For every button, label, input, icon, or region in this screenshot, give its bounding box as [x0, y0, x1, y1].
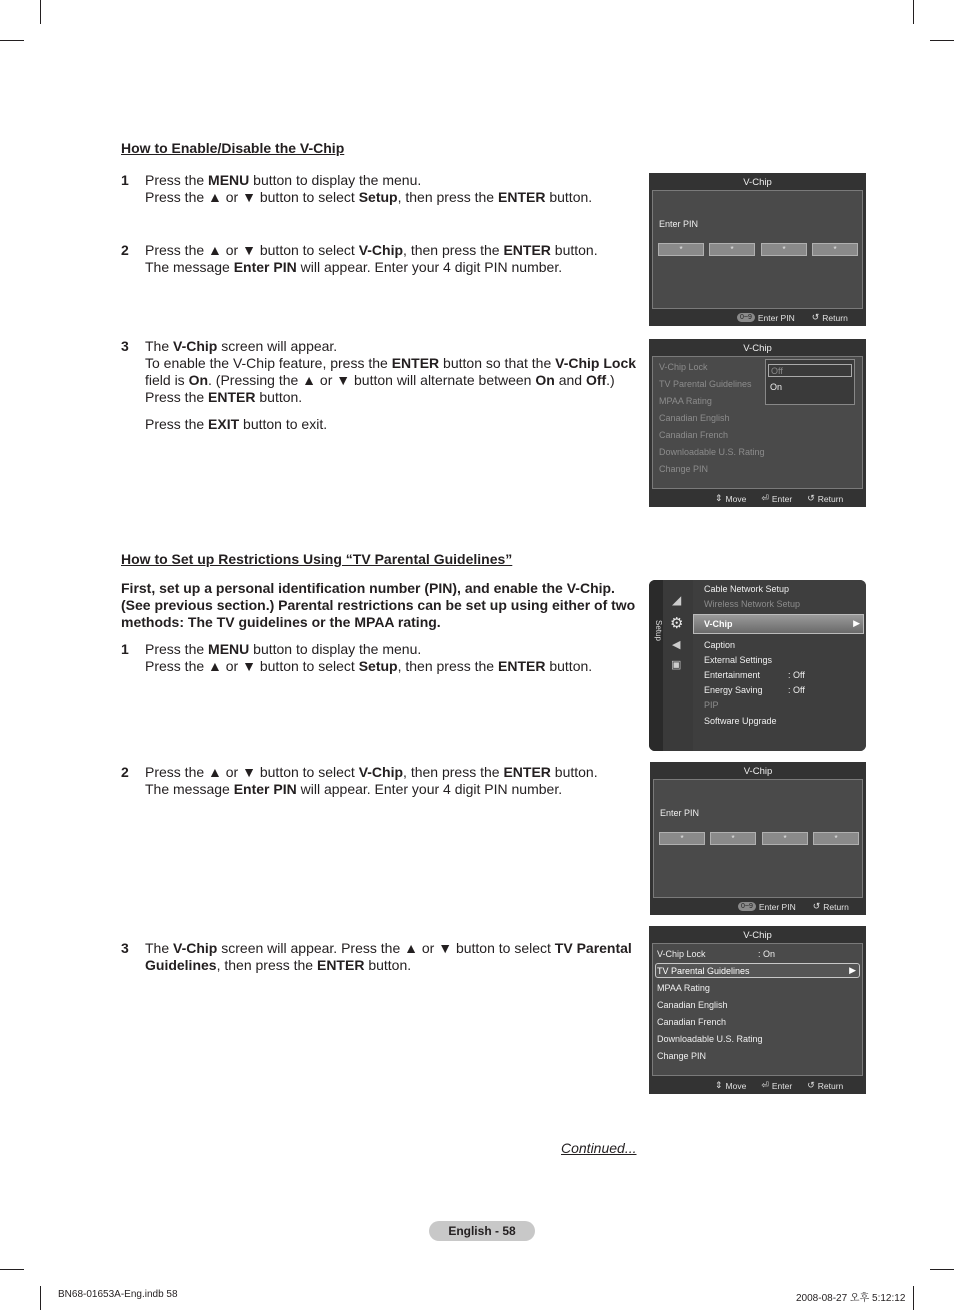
osd-vchip-lock-screen	[649, 339, 866, 507]
return-icon: ↺	[811, 312, 820, 322]
pin-digit-field[interactable]: *	[709, 243, 755, 256]
crop-mark	[930, 40, 954, 41]
setup-item-cable-network[interactable]: Cable Network Setup	[704, 584, 790, 594]
step-line	[145, 172, 635, 189]
bold-term: Guidelines	[145, 957, 217, 973]
section-heading-enable-vchip: How to Enable/Disable the V-Chip	[121, 140, 345, 156]
step-text	[145, 172, 635, 206]
bold-term: MENU	[208, 641, 250, 657]
footer-file-info: BN68-01653A-Eng.indb 58	[58, 1289, 178, 1300]
step-text	[145, 338, 635, 406]
text-run: . (Pressing the ▲ or ▼ button will alternate between	[208, 372, 536, 388]
bold-term: ENTER	[391, 355, 440, 371]
crop-mark	[40, 0, 41, 24]
footer-enter: Enter	[771, 493, 793, 504]
step-line	[145, 372, 635, 389]
text-run: screen will appear.	[217, 338, 338, 354]
bold-term: ENTER	[208, 389, 256, 405]
bold-term: Off	[585, 372, 607, 388]
menu-item-downloadable-us-rating[interactable]: Downloadable U.S. Rating	[657, 1034, 763, 1044]
option-on[interactable]: On	[770, 382, 783, 392]
menu-item-canadian-english[interactable]: Canadian English	[657, 1000, 728, 1010]
osd-panel	[653, 779, 863, 898]
footer-timestamp: 2008-08-27 오후 5:12:12	[796, 1293, 906, 1304]
text-run: button.	[550, 242, 598, 258]
step-line	[145, 242, 635, 259]
text-run: button so that the	[439, 355, 556, 371]
text-run: The	[145, 940, 174, 956]
pin-digit-field[interactable]: *	[813, 832, 859, 845]
gear-icon[interactable]: ⚙	[670, 615, 684, 632]
osd-vchip-menu-screen	[649, 926, 866, 1094]
pin-digit-field[interactable]: *	[710, 832, 756, 845]
text-run: Press the ▲ or ▼ button to select	[145, 764, 359, 780]
setup-item-energy-saving-value: : Off	[788, 685, 805, 695]
page-number-badge: English - 58	[429, 1221, 535, 1241]
crop-mark	[930, 1269, 954, 1270]
menu-item-mpaa-rating[interactable]: MPAA Rating	[659, 396, 712, 406]
step-text	[145, 940, 635, 974]
osd-title: V-Chip	[743, 930, 772, 941]
text-run: Press the	[145, 416, 209, 432]
setup-item-energy-saving[interactable]: Energy Saving	[704, 685, 763, 695]
footer-return: Return	[817, 493, 844, 504]
intro-paragraph	[121, 580, 641, 631]
text-run: Press the	[145, 641, 209, 657]
intro-line: (See previous section.) Parental restrictions can be set up using either of two	[121, 597, 636, 613]
setup-item-vchip-label: V-Chip	[704, 619, 733, 629]
text-run: , then press the	[216, 957, 317, 973]
step-text-exit	[145, 416, 635, 433]
step-line	[145, 355, 635, 372]
pin-digit-field[interactable]: *	[812, 243, 858, 256]
bold-term: ENTER	[503, 764, 551, 780]
text-run: will appear. Enter your 4 digit PIN number.	[296, 781, 563, 797]
step-line	[145, 189, 635, 206]
osd-footer	[715, 493, 843, 504]
text-run: will appear. Enter your 4 digit PIN number.	[296, 259, 563, 275]
footer-move: Move	[725, 1080, 747, 1091]
osd-footer	[737, 312, 848, 323]
menu-item-tv-parental-guidelines[interactable]: TV Parental Guidelines	[659, 379, 752, 389]
step-line	[145, 338, 635, 355]
footer-return: Return	[823, 901, 849, 912]
bold-term: V-Chip	[358, 764, 404, 780]
bold-term: V-Chip	[358, 242, 404, 258]
text-run: , then press the	[397, 189, 498, 205]
vchip-lock-value: : On	[758, 949, 776, 959]
osd-footer	[738, 901, 849, 912]
osd-enter-pin-screen	[650, 762, 866, 915]
section-heading-parental-guidelines: How to Set up Restrictions Using “TV Parental Guidelines”	[121, 551, 513, 567]
step-text	[145, 641, 635, 675]
menu-item-tv-parental-guidelines[interactable]	[655, 963, 860, 978]
bold-term: Enter PIN	[233, 781, 297, 797]
osd-title: V-Chip	[743, 343, 772, 354]
crop-mark	[913, 1286, 914, 1310]
text-run: To enable the V-Chip feature, press the	[145, 355, 392, 371]
footer-enter: Enter	[771, 1080, 793, 1091]
return-icon: ↺	[807, 1080, 815, 1090]
text-run: The message	[145, 781, 234, 797]
osd-panel	[652, 190, 863, 309]
input-icon[interactable]: ▣	[671, 659, 682, 671]
bold-term: ENTER	[503, 242, 551, 258]
osd-enter-pin-screen	[649, 173, 866, 326]
osd-panel	[652, 943, 863, 1076]
enter-pin-label: Enter PIN	[660, 808, 700, 818]
step-line	[145, 259, 635, 276]
bold-term: V-Chip	[173, 940, 218, 956]
setup-item-vchip[interactable]	[693, 614, 864, 634]
pin-digit-field[interactable]: *	[659, 832, 705, 845]
menu-item-downloadable-us-rating[interactable]: Downloadable U.S. Rating	[659, 447, 765, 457]
footer-return: Return	[822, 312, 848, 323]
osd-panel	[652, 356, 863, 489]
menu-item-change-pin[interactable]: Change PIN	[657, 1051, 707, 1061]
text-run: Press the ▲ or ▼ button to select	[145, 658, 359, 674]
text-run: button to display the menu.	[249, 172, 422, 188]
text-run: Press the ▲ or ▼ button to select	[145, 189, 359, 205]
pin-digit-field[interactable]: *	[762, 832, 808, 845]
menu-item-canadian-french[interactable]: Canadian French	[659, 430, 729, 440]
osd-title: V-Chip	[743, 766, 773, 777]
setup-item-caption[interactable]: Caption	[704, 640, 736, 650]
step-number: 2	[121, 242, 129, 258]
bold-term: On	[188, 372, 209, 388]
tv-parental-guidelines-label: TV Parental Guidelines	[657, 966, 750, 976]
osd-title: V-Chip	[743, 177, 772, 188]
text-run: Press the	[145, 172, 209, 188]
option-off[interactable]: Off	[768, 364, 852, 377]
step-line	[145, 781, 635, 798]
step-number: 3	[121, 338, 129, 354]
footer-enter-pin: Enter PIN	[757, 312, 795, 323]
setup-item-list	[693, 580, 866, 751]
step-line	[145, 940, 635, 957]
crop-mark	[0, 40, 24, 41]
setup-item-wireless-network[interactable]: Wireless Network Setup	[704, 599, 801, 609]
bold-term: TV Parental	[554, 940, 632, 956]
text-run: screen will appear. Press the ▲ or ▼ button to select	[217, 940, 555, 956]
step-line	[145, 658, 635, 675]
menu-item-vchip-lock[interactable]: V-Chip Lock	[657, 949, 706, 959]
bold-term: Setup	[358, 189, 398, 205]
step-line	[145, 389, 635, 406]
intro-line: methods: The TV guidelines or the MPAA rating.	[121, 614, 441, 630]
osd-setup-menu	[649, 580, 866, 751]
satellite-icon[interactable]: ◀	[672, 639, 681, 651]
move-icon: ⇕	[715, 1080, 723, 1090]
step-text	[145, 242, 635, 276]
crop-mark	[40, 1286, 41, 1310]
text-run: button.	[255, 389, 303, 405]
step-number: 2	[121, 764, 129, 780]
bold-term: Enter PIN	[233, 259, 297, 275]
bold-term: ENTER	[498, 658, 546, 674]
picture-icon[interactable]: ◢	[672, 593, 682, 607]
pin-digit-field[interactable]: *	[761, 243, 807, 256]
step-number: 3	[121, 940, 129, 956]
bold-term: EXIT	[208, 416, 240, 432]
text-run: button.	[550, 764, 598, 780]
enter-icon: ⏎	[761, 493, 769, 503]
step-line	[145, 416, 635, 433]
crop-mark	[0, 1269, 24, 1270]
arrow-right-icon: ▶	[849, 965, 856, 975]
digits-key-badge: 0~9	[738, 902, 756, 911]
setup-item-external-settings[interactable]: External Settings	[704, 655, 773, 665]
setup-icon-column	[663, 580, 693, 751]
text-run: , then press the	[403, 764, 504, 780]
text-run: button to display the menu.	[249, 641, 422, 657]
bold-term: V-Chip	[173, 338, 218, 354]
text-run: button.	[545, 658, 593, 674]
text-run: Press the ▲ or ▼ button to select	[145, 242, 359, 258]
pin-digit-field[interactable]: *	[658, 243, 704, 256]
setup-label: Setup	[654, 620, 663, 641]
footer-move: Move	[725, 493, 747, 504]
text-run: The message	[145, 259, 234, 275]
enter-icon: ⏎	[761, 1080, 769, 1090]
arrow-right-icon: ▶	[853, 618, 860, 628]
text-run: button.	[545, 189, 593, 205]
bold-term: On	[535, 372, 555, 388]
text-run: .)	[606, 372, 615, 388]
setup-item-software-upgrade[interactable]: Software Upgrade	[704, 716, 777, 726]
text-run: , then press the	[403, 242, 504, 258]
vchip-lock-dropdown[interactable]	[765, 359, 855, 405]
digits-key-badge: 0~9	[737, 313, 755, 322]
text-run: button to exit.	[239, 416, 328, 432]
text-run: The	[145, 338, 174, 354]
footer-return: Return	[817, 1080, 844, 1091]
setup-item-pip[interactable]: PIP	[704, 700, 719, 710]
step-line	[145, 957, 635, 974]
bold-term: Setup	[358, 658, 398, 674]
continued-note: Continued...	[561, 1140, 637, 1156]
setup-item-entertainment-value: : Off	[788, 670, 805, 680]
text-run: Press the	[145, 389, 209, 405]
osd-footer	[715, 1080, 843, 1091]
footer-enter-pin: Enter PIN	[758, 901, 796, 912]
setup-item-entertainment[interactable]: Entertainment	[704, 670, 761, 680]
intro-line: First, set up a personal identification number (PIN), and enable the V-Chip.	[121, 580, 615, 596]
return-icon: ↺	[807, 493, 815, 503]
menu-item-change-pin[interactable]: Change PIN	[659, 464, 709, 474]
text-run: and	[554, 372, 586, 388]
text-run: field is	[145, 372, 189, 388]
step-number: 1	[121, 641, 129, 657]
step-number: 1	[121, 172, 129, 188]
step-line	[145, 641, 635, 658]
menu-item-mpaa-rating[interactable]: MPAA Rating	[657, 983, 710, 993]
setup-side-bar	[649, 580, 663, 751]
menu-item-canadian-english[interactable]: Canadian English	[659, 413, 730, 423]
bold-term: ENTER	[498, 189, 546, 205]
text-run: , then press the	[397, 658, 498, 674]
step-text	[145, 764, 635, 798]
return-icon: ↺	[812, 901, 821, 911]
menu-item-canadian-french[interactable]: Canadian French	[657, 1017, 727, 1027]
bold-term: MENU	[208, 172, 250, 188]
move-icon: ⇕	[715, 493, 723, 503]
bold-term: V-Chip Lock	[555, 355, 637, 371]
text-run: button.	[364, 957, 412, 973]
enter-pin-label: Enter PIN	[659, 219, 699, 229]
step-line	[145, 764, 635, 781]
menu-item-vchip-lock[interactable]: V-Chip Lock	[659, 362, 708, 372]
crop-mark	[913, 0, 914, 24]
bold-term: ENTER	[316, 957, 365, 973]
